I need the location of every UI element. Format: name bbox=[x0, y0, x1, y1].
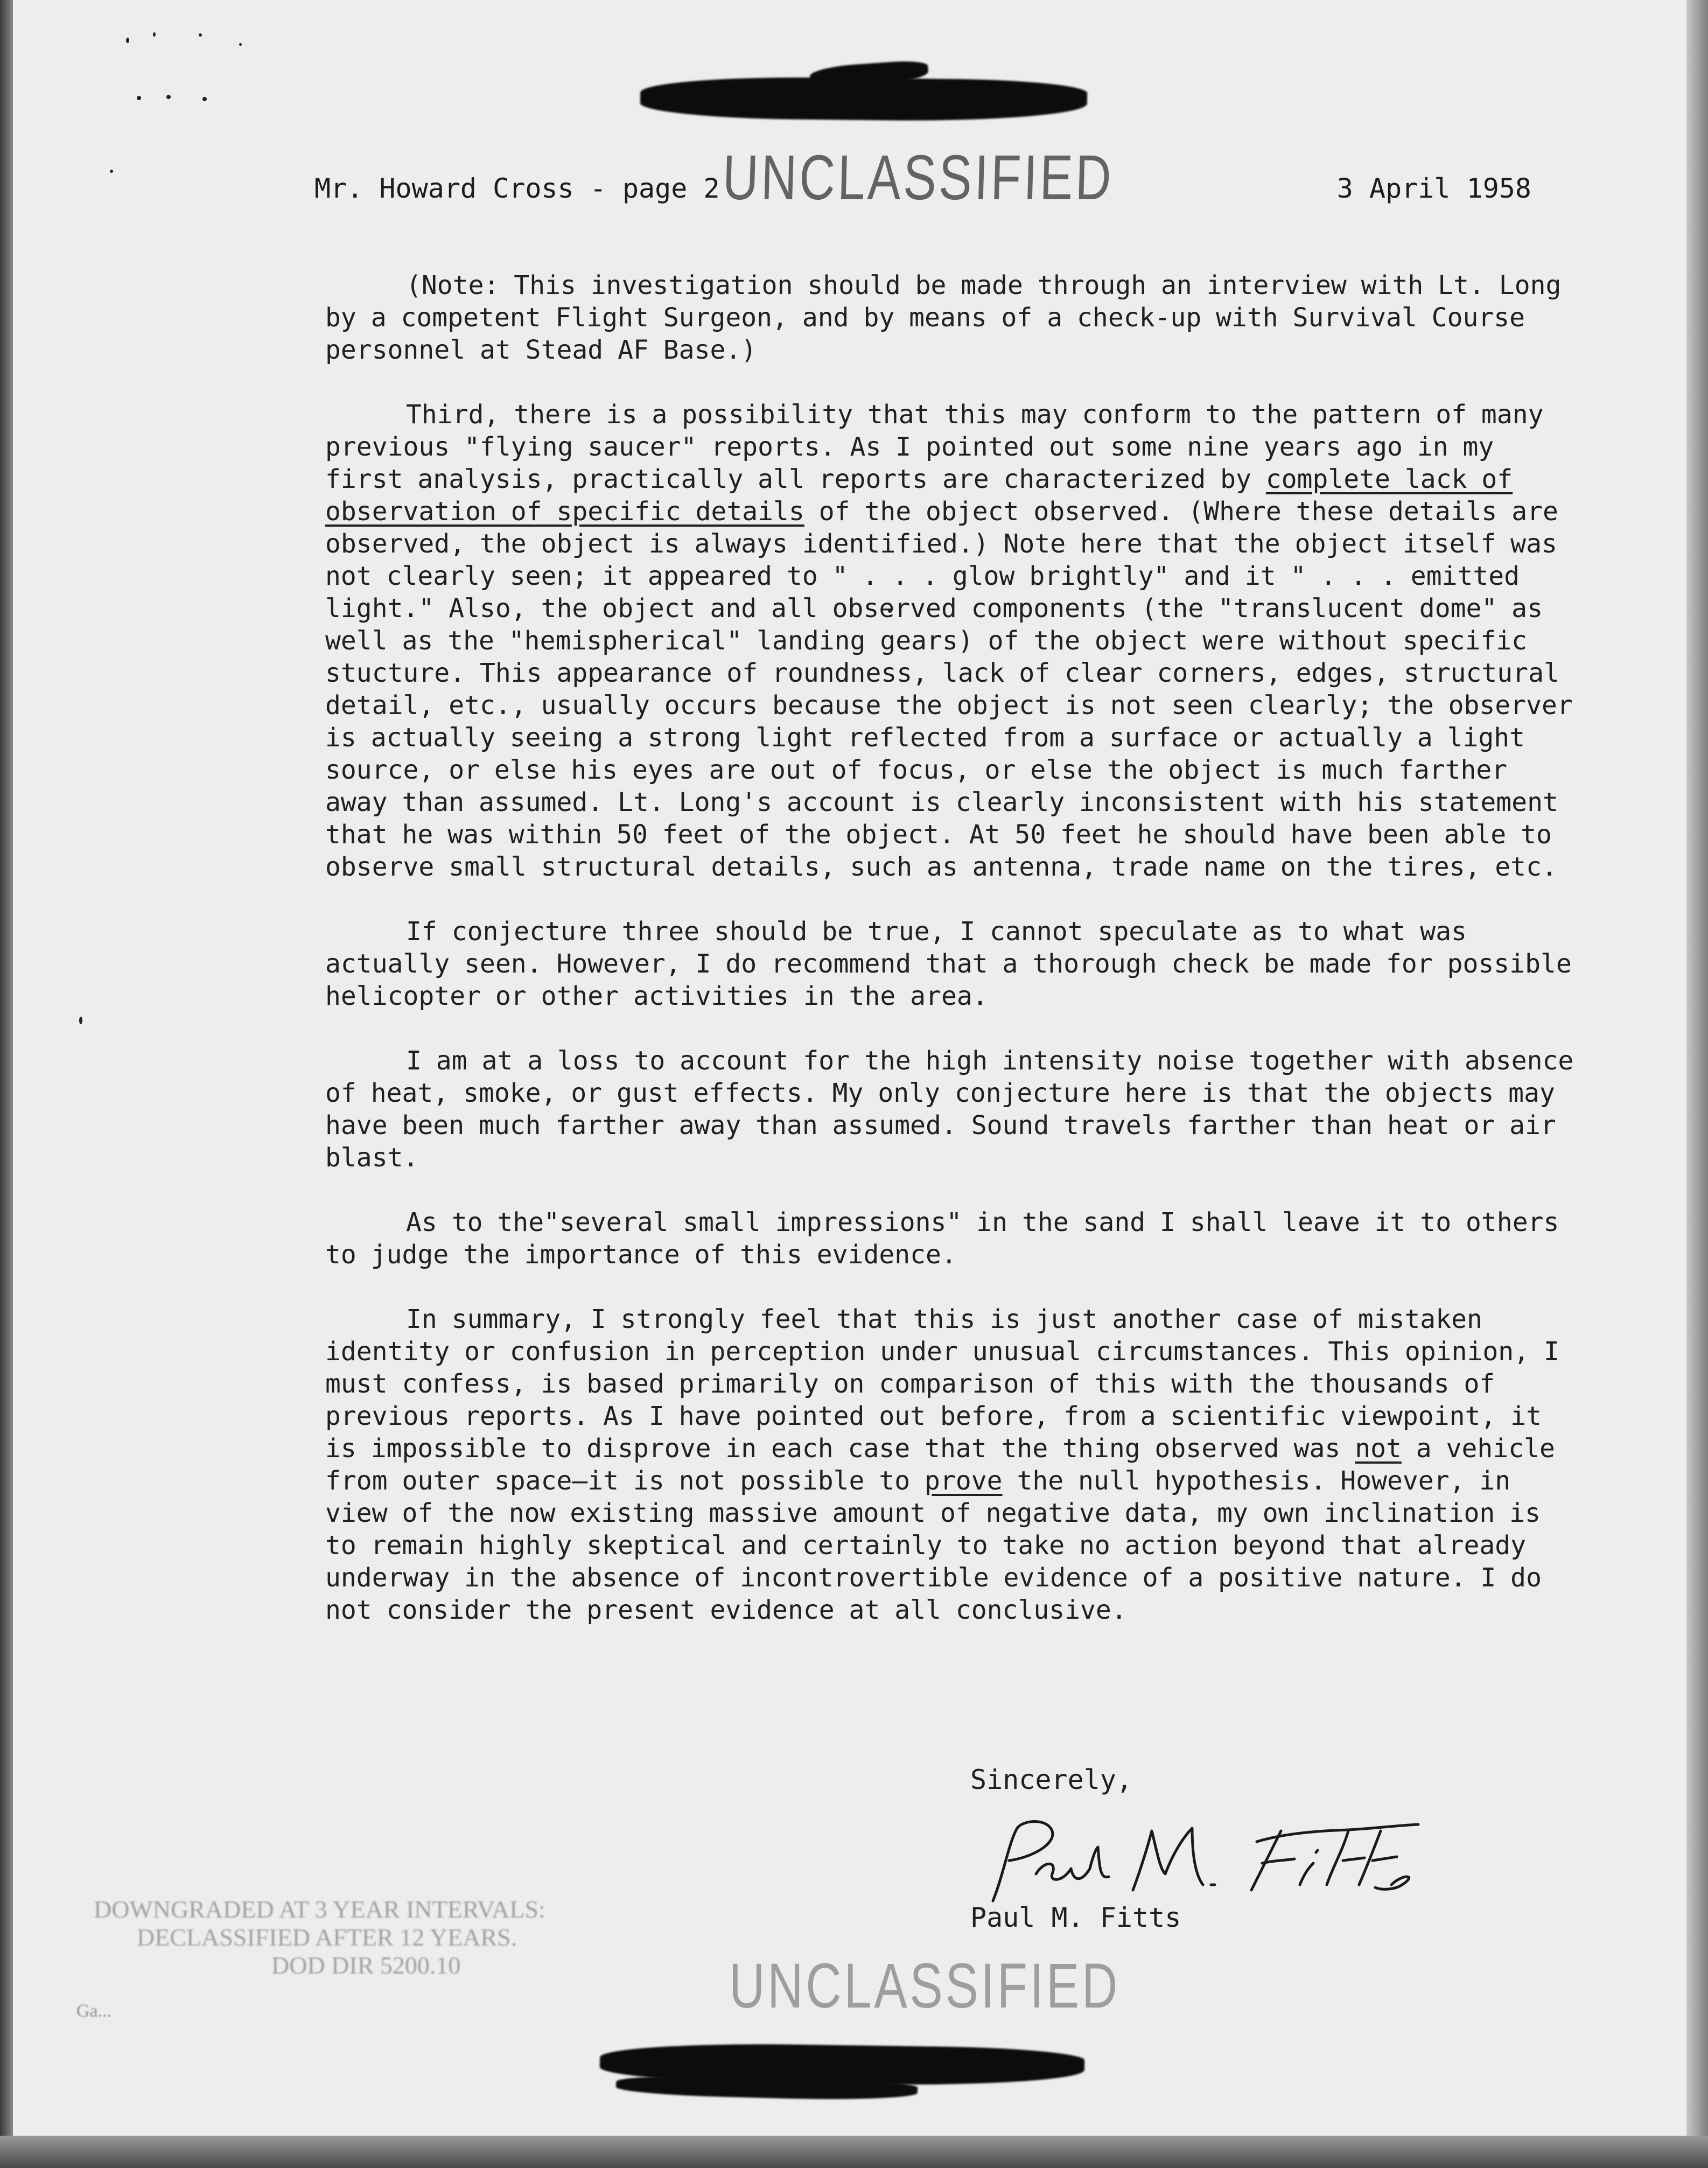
recipient-line: Mr. Howard Cross - page 2 bbox=[314, 173, 720, 204]
film-edge-bottom bbox=[0, 2136, 1708, 2168]
dust-speck bbox=[166, 95, 171, 99]
downgrade-line-2: DECLASSIFIED AFTER 12 YEARS. bbox=[137, 1924, 517, 1951]
dust-speck bbox=[126, 38, 129, 43]
dust-speck bbox=[79, 1017, 82, 1024]
downgrade-line-3: DOD DIR 5200.10 bbox=[271, 1952, 461, 1979]
downgrade-stamp bbox=[94, 1896, 713, 1980]
downgrade-line-1: DOWNGRADED AT 3 YEAR INTERVALS: bbox=[94, 1896, 545, 1923]
summary-underlined-not: not bbox=[1355, 1433, 1402, 1464]
closing-salutation: Sincerely, bbox=[970, 1764, 1133, 1795]
dust-speck bbox=[110, 170, 113, 173]
summary-text-2: a vehicle from outer space—it is not possible to bbox=[325, 1433, 1555, 1496]
dust-speck bbox=[199, 33, 202, 37]
third-paragraph bbox=[325, 398, 1580, 883]
summary-text-1: In summary, I strongly feel that this is just another case of mistaken identity or confusion in perception under unusual circumstances. This opinion, I must confess, is based primarily on comparison of this with the thousands of previous reports. As I have pointed out before, from a scientific viewpoint, it is impossible to disprove in each case that the thing observed was bbox=[325, 1304, 1559, 1464]
third-paragraph-text-2: of the object observed. (Where these details are observed, the object is always identified.) Note here that the object itself was not clearly seen; it appeared to " . . . glow brightly" and it " . . . emitted light." Also, the object and all observed components (the "translucent dome" as well as the "hemispherical" landing gears) of the object were without specific stucture. This appearance of roundness, lack of clear corners, edges, structural detail, etc., usually occurs because the object is not seen clearly; the observer is actually seeing a strong light reflected from a surface or actually a light source, or else his eyes are out of focus, or else the object is much farther away than assumed. Lt. Long's account is clearly inconsistent with his statement that he was within 50 feet of the object. At 50 feet he should have been able to observe small structural details, such as antenna, trade name on the tires, etc. bbox=[325, 496, 1573, 882]
stamp-mark: Ga... bbox=[76, 2001, 112, 2021]
dust-speck bbox=[153, 32, 156, 37]
third-paragraph-underlined: complete lack of observation of specific details bbox=[325, 464, 1513, 527]
dust-speck bbox=[137, 96, 141, 100]
conjecture-paragraph: If conjecture three should be true, I cannot speculate as to what was actually seen. However, I do recommend that a thorough check be made for possible helicopter or other activities in the area. bbox=[325, 917, 1572, 1011]
dust-speck bbox=[202, 97, 207, 101]
letter-page bbox=[13, 0, 1696, 2154]
impressions-paragraph: As to the"several small impressions" in the sand I shall leave it to others to judge the importance of this evidence. bbox=[325, 1207, 1559, 1270]
note-paragraph: (Note: This investigation should be made through an interview with Lt. Long by a competent Flight Surgeon, and by means of a check-up with Survival Course personnel at Stead AF Base.) bbox=[325, 270, 1562, 365]
film-edge-left bbox=[0, 0, 13, 2168]
letter-date: 3 April 1958 bbox=[1336, 173, 1531, 204]
summary-paragraph bbox=[325, 1303, 1580, 1626]
summary-text-3: the null hypothesis. However, in view of the now existing massive amount of negative data, my own inclination is to remain highly skeptical and certainly to take no action beyond that already underway in the absence of incontrovertible evidence of a positive nature. I do not consider the present evidence at all conclusive. bbox=[325, 1466, 1542, 1625]
signer-name: Paul M. Fitts bbox=[970, 1902, 1181, 1933]
handwritten-signature bbox=[971, 1809, 1424, 1912]
letter-body bbox=[325, 269, 1580, 1659]
dust-speck bbox=[239, 43, 242, 46]
classification-stamp-top: UNCLASSIFIED bbox=[722, 142, 1115, 213]
third-paragraph-text-1: Third, there is a possibility that this may conform to the pattern of many previous "flying saucer" reports. As I pointed out some nine years ago in my first analysis, practically all reports are characterized by bbox=[325, 400, 1544, 494]
noise-paragraph: I am at a loss to account for the high intensity noise together with absence of heat, smoke, or gust effects. My only conjecture here is that the objects may have been much farther away than assumed. Sound travels farther than heat or air blast. bbox=[325, 1046, 1574, 1173]
film-edge-right bbox=[1686, 0, 1708, 2168]
classification-stamp-bottom: UNCLASSIFIED bbox=[729, 1950, 1121, 2022]
summary-underlined-prove: prove bbox=[925, 1466, 1003, 1496]
